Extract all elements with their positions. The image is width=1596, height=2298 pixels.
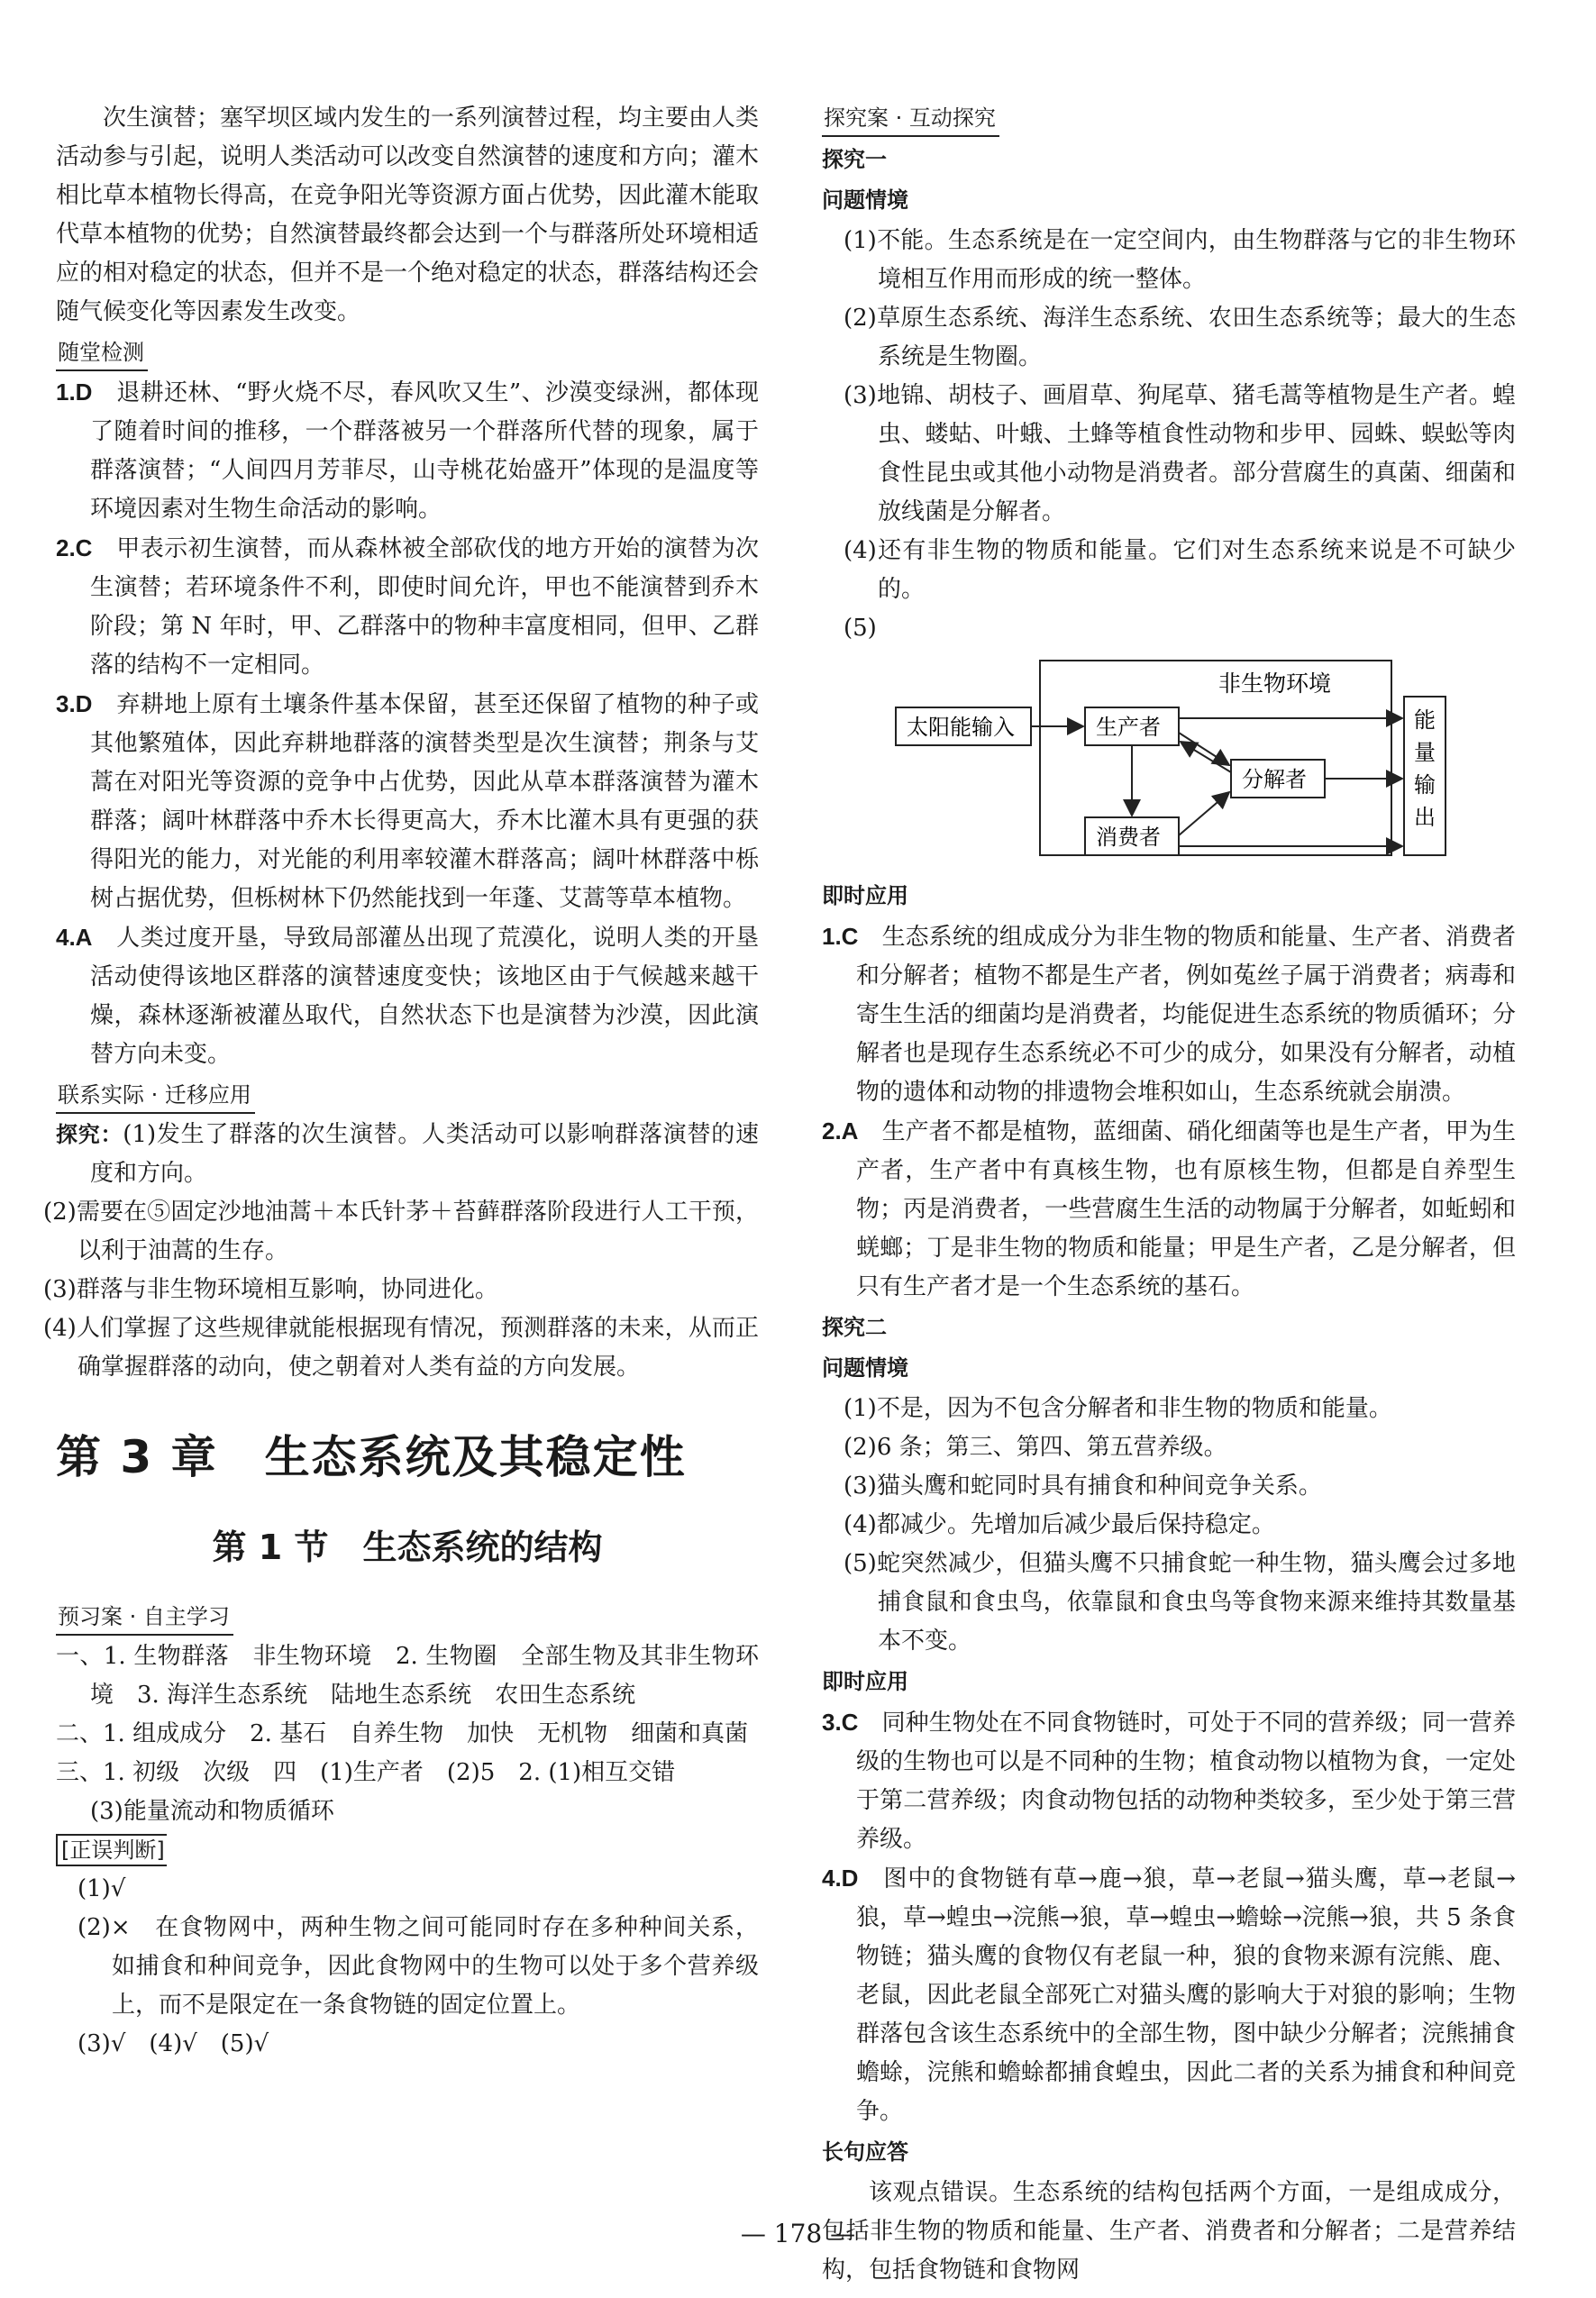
item-b2: (2)6 条；第三、第四、第五营养级。 [844,1434,1227,1461]
section-title: 第 1 节 生态系统的结构 [212,1527,603,1567]
section-tag-tanjiuan: 探究案 · 互动探究 [822,101,999,137]
apply-1 [822,917,1516,1112]
item-b3: (3)猫头鹰和蛇同时具有捕食和种间竞争关系。 [844,1473,1322,1500]
solar-label: 太阳能输入 [907,715,1015,740]
output-label-char: 能 [1414,707,1436,733]
long-answer-heading: 长句应答 [822,2139,908,2165]
page-number: — 178 — [740,2219,856,2248]
preview-3b: (3)能量流动和物质循环 [90,1798,334,1825]
answer-number: 1.D [56,378,93,406]
answer-text: 甲表示初生演替，而从森林被全部砍伐的地方开始的演替为次生演替；若环境条件不利，即使时间允许，甲也不能演替到乔木阶段；第 N 年时，甲、乙群落中的物种丰富度相同，但甲、乙群落的结构不一定相同。 [90,535,759,679]
answer-text: 退耕还林、“野火烧不尽，春风吹又生”、沙漠变绿洲，都体现了随着时间的推移，一个群落被另一个群落所代替的现象，属于群落演替；“人间四月芳菲尽，山寺桃花始盛开”体现的是温度等环境因素对生物生命活动的影响。 [90,379,759,523]
answer-text: 同种生物处在不同食物链时，可处于不同的营养级；同一营养级的生物也可以是不同种的生物；植食动物以植物为食，一定处于第二营养级；肉食动物包括的动物种类较多，至少处于第三营养级。 [856,1710,1516,1853]
apply-heading-2: 即时应用 [822,1669,908,1694]
apply-4 [822,1859,1516,2131]
arrow-consumer-decomposer [1179,792,1229,835]
producer-label: 生产者 [1096,715,1161,740]
consumer-label: 消费者 [1096,825,1161,850]
answer-number: 1.C [822,923,859,950]
env-box [1040,661,1391,855]
explore-text: (1)发生了群落的次生演替。人类活动可以影响群落演替的速度和方向。 [90,1121,760,1187]
explore-label: 探究： [56,1122,123,1147]
answer-2 [56,529,759,685]
apply-3 [822,1703,1516,1859]
item-b1: (1)不是，因为不包含分解者和非生物的物质和能量。 [844,1395,1392,1422]
answer-number: 4.A [56,924,93,951]
output-label-char: 输 [1414,772,1436,798]
ecosystem-diagram [894,655,1453,871]
output-label [1414,707,1436,830]
judge-3: (3)√ (4)√ (5)√ [78,2030,269,2057]
section-tag-lianxi: 联系实际 · 迁移应用 [56,1078,255,1114]
env-label: 非生物环境 [1218,670,1332,697]
apply-heading-1: 即时应用 [822,883,908,908]
preview-1: 一、1. 生物群落 非生物环境 2. 生物圈 全部生物及其非生物环境 3. 海洋生态系统 陆地生态系统 农田生态系统 [56,1643,759,1709]
long-answer-text: 该观点错误。生态系统的结构包括两个方面，一是组成成分，包括非生物的物质和能量、生产者、消费者和分解者；二是营养结构，包括食物链和食物网 [822,2179,1516,2284]
intro-paragraph: 次生演替；塞罕坝区域内发生的一系列演替过程，均主要由人类活动参与引起，说明人类活动可以改变自然演替的速度和方向；灌木相比草本植物长得高，在竞争阳光等资源方面占优势，因此灌木能取代草本植物的优势；自然演替最终都会达到一个与群落所处环境相适应的相对稳定的状态，但并不是一个绝对稳定的状态，群落结构还会随气候变化等因素发生改变。 [56,105,760,325]
judge-heading: [正误判断] [56,1834,167,1866]
explore-two-heading: 探究二 [822,1315,887,1340]
item-a2: (2)草原生态系统、海洋生态系统、农田生态系统等；最大的生态系统是生物圈。 [844,305,1516,370]
item-a1: (1)不能。生态系统是在一定空间内，由生物群落与它的非生物环境相互作用而形成的统一整体。 [844,227,1516,293]
explore-2: (2)需要在⑤固定沙地油蒿＋本氏针茅＋苔藓群落阶段进行人工干预，以利于油蒿的生存。 [43,1199,759,1264]
left-column [43,99,760,2064]
answer-4 [56,918,759,1074]
arrow-producer-decomposer [1179,733,1229,765]
answer-1 [56,373,759,529]
answer-number: 3.D [56,690,93,717]
answer-text: 图中的食物链有草→鹿→狼，草→老鼠→猫头鹰，草→老鼠→狼，草→蝗虫→浣熊→狼，草→蝗虫→蟾蜍→浣熊→狼，共 5 条食物链；猫头鹰的食物仅有老鼠一种，狼的食物来源有浣熊、鹿、老鼠，因此老鼠全部死亡对猫头鹰的影响大于对狼的影响；生物群落包含该生态系统中的全部生物，图中缺少分解者；浣熊捕食蟾蜍，浣熊和蟾蜍都捕食蝗虫，因此二者的关系为捕食和种间竞争。 [856,1865,1516,2125]
explore-4: (4)人们掌握了这些规律就能根据现有情况，预测群落的未来，从而正确掌握群落的动向，使之朝着对人类有益的方向发展。 [43,1315,759,1381]
answer-text: 人类过度开垦，导致局部灌丛出现了荒漠化，说明人类的开垦活动使得该地区群落的演替速度变快；该地区由于气候越来越干燥，森林逐渐被灌丛取代，自然状态下也是演替为沙漠，因此演替方向未变。 [90,925,759,1068]
output-label-char: 量 [1414,740,1436,765]
answer-3 [56,685,759,918]
section-tag-yuxi: 预习案 · 自主学习 [56,1600,233,1636]
output-label-char: 出 [1414,805,1436,830]
explore-1 [56,1116,759,1193]
explore-one-heading: 探究一 [822,147,887,172]
section-tag-suitang: 随堂检测 [56,335,148,371]
answer-number: 4.D [822,1865,859,1892]
judge-2: (2)× 在食物网中，两种生物之间可能同时存在多种种间关系，如捕食和种间竞争，因此食物网中的生物可以处于多个营养级上，而不是限定在一条食物链的固定位置上。 [78,1914,759,2019]
answer-text: 生态系统的组成成分为非生物的物质和能量、生产者、消费者和分解者；植物不都是生产者，例如菟丝子属于消费者；病毒和寄生生活的细菌均是消费者，均能促进生态系统的物质循环；分解者也是现存生态系统必不可少的成分，如果没有分解者，动植物的遗体和动物的排遗物会堆积如山，生态系统就会崩溃。 [856,924,1516,1106]
answer-number: 2.A [822,1117,859,1144]
item-b5: (5)蛇突然减少，但猫头鹰不只捕食蛇一种生物，猫头鹰会过多地捕食鼠和食虫鸟，依靠鼠和食虫鸟等食物来源来维持其数量基本不变。 [844,1550,1516,1655]
answer-text: 生产者不都是植物，蓝细菌、硝化细菌等也是生产者，甲为生产者，生产者中有真核生物，也有原核生物，但都是自养型生物；丙是消费者，一些营腐生生活的动物属于分解者，如蚯蚓和蜣螂；丁是非生物的物质和能量；甲是生产者，乙是分解者，但只有生产者才是一个生态系统的基石。 [856,1118,1516,1300]
output-label-text [1414,707,1436,830]
answer-number: 2.C [56,534,93,561]
apply-2 [822,1112,1516,1307]
item-a3: (3)地锦、胡枝子、画眉草、狗尾草、猪毛蒿等植物是生产者。蝗虫、蝼蛄、叶蛾、土蜂等植食性动物和步甲、园蛛、蜈蚣等肉食性昆虫或其他小动物是消费者。部分营腐生的真菌、细菌和放线菌是分解者。 [844,382,1516,525]
item-b4: (4)都减少。先增加后减少最后保持稳定。 [844,1511,1275,1538]
answer-number: 3.C [822,1709,859,1736]
item-a4: (4)还有非生物的物质和能量。它们对生态系统来说是不可缺少的。 [844,537,1516,603]
problem-heading: 问题情境 [822,187,908,213]
arrow-decomposer-producer [1181,742,1231,772]
judge-1: (1)√ [78,1875,126,1902]
chapter-title: 第 3 章 生态系统及其稳定性 [56,1431,687,1483]
right-column [822,99,1516,2290]
preview-2: 二、1. 组成成分 2. 基石 自养生物 加快 无机物 细菌和真菌 [56,1720,749,1747]
decomposer-label: 分解者 [1242,767,1307,792]
answer-text: 弃耕地上原有土壤条件基本保留，甚至还保留了植物的种子或其他繁殖体，因此弃耕地群落的演替类型是次生演替；荆条与艾蒿在对阳光等资源的竞争中占优势，因此从草本群落演替为灌木群落；阔叶林群落中乔木长得更高大，乔木比灌木具有更强的获得阳光的能力，对光能的利用率较灌木群落高；阔叶林群落中栎树占据优势，但栎树林下仍然能找到一年蓬、艾蒿等草本植物。 [90,691,759,912]
explore-3: (3)群落与非生物环境相互影响，协同进化。 [43,1276,498,1303]
problem-heading-2: 问题情境 [822,1355,908,1381]
item-a5: (5) [844,615,877,642]
preview-3: 三、1. 初级 次级 四 (1)生产者 (2)5 2. (1)相互交错 [56,1759,676,1786]
